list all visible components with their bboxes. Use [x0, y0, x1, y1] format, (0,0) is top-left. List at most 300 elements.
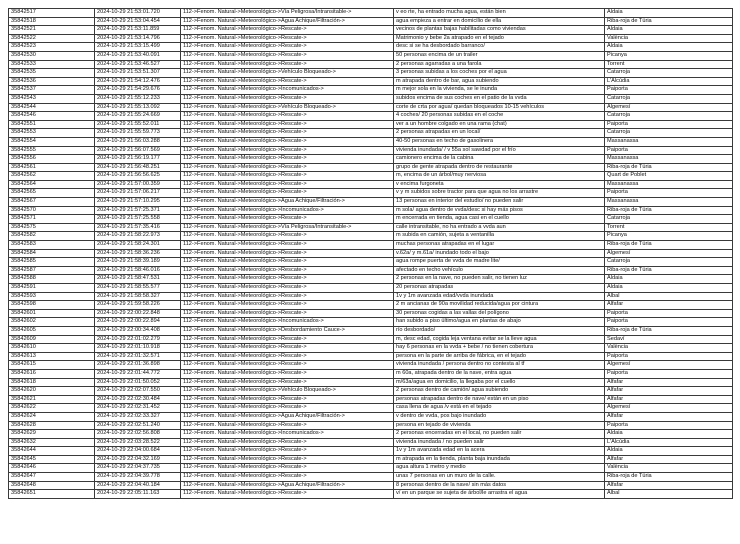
table-row [9, 120, 733, 129]
timestamp-cell: 2024-10-29 21:58:47.531 [95, 275, 181, 284]
timestamp-cell: 2024-10-29 22:02:07.550 [95, 387, 181, 396]
incident-id-cell: 35842644 [9, 447, 95, 456]
incident-id-cell: 35842517 [9, 9, 95, 18]
incident-type-cell: 112->Fenom. Natural->Meteorológico->Rescate-> [181, 215, 394, 224]
table-row [9, 266, 733, 275]
incident-id-cell: 35842646 [9, 464, 95, 473]
municipality-cell: Algemesí [605, 404, 733, 413]
description-cell: calle intransitable, no ha entrado a vvda aun [394, 223, 605, 232]
incident-id-cell: 35842564 [9, 180, 95, 189]
incident-type-cell: 112->Fenom. Natural->Meteorológico->Rescate-> [181, 172, 394, 181]
incident-id-cell: 35842628 [9, 421, 95, 430]
incident-id-cell: 35842620 [9, 387, 95, 396]
description-cell: v dentro de vvda, pos bajo inundado [394, 412, 605, 421]
description-cell: 8 personas dentro de la nave/ sin más datos [394, 481, 605, 490]
municipality-cell: Catarroja [605, 258, 733, 267]
incident-type-cell: 112->Fenom. Natural->Meteorológico->Rescate-> [181, 309, 394, 318]
timestamp-cell: 2024-10-29 21:58:36.236 [95, 249, 181, 258]
incident-id-cell: 35842570 [9, 206, 95, 215]
incident-type-cell: 112->Fenom. Natural->Meteorológico->Rescate-> [181, 258, 394, 267]
table-row [9, 112, 733, 121]
timestamp-cell: 2024-10-29 22:00:34.408 [95, 326, 181, 335]
incident-type-cell: 112->Fenom. Natural->Meteorológico->Incomunicados-> [181, 430, 394, 439]
description-cell: v encima furgoneta [394, 180, 605, 189]
incident-type-cell: 112->Fenom. Natural->Meteorológico->Vehículo Bloqueado-> [181, 103, 394, 112]
incident-log-body [9, 9, 733, 499]
timestamp-cell: 2024-10-29 21:55:13.092 [95, 103, 181, 112]
description-cell: 4 coches/ 20 personas subidas en el coche [394, 112, 605, 121]
incident-type-cell: 112->Fenom. Natural->Meteorológico->Rescate-> [181, 369, 394, 378]
incident-id-cell: 35842585 [9, 258, 95, 267]
description-cell: m, desc edad, cogida leja ventana evitar se la lleve agua [394, 335, 605, 344]
timestamp-cell: 2024-10-29 21:53:15.499 [95, 43, 181, 52]
incident-id-cell: 35842591 [9, 284, 95, 293]
description-cell: 20 personas atrapadas [394, 284, 605, 293]
description-cell: m 60a, atrapada dentro de la nave, entra agua [394, 369, 605, 378]
table-row [9, 215, 733, 224]
timestamp-cell: 2024-10-29 21:58:24.301 [95, 241, 181, 250]
description-cell: m encerrada en tienda, agua casi en el cuello [394, 215, 605, 224]
table-row [9, 464, 733, 473]
incident-id-cell: 35842562 [9, 172, 95, 181]
timestamp-cell: 2024-10-29 21:57:25.371 [95, 206, 181, 215]
description-cell: v y m subidos sobre tractor para que agua no los arrastre [394, 189, 605, 198]
table-row [9, 9, 733, 18]
table-row [9, 137, 733, 146]
incident-id-cell: 35842567 [9, 198, 95, 207]
incident-id-cell: 35842556 [9, 155, 95, 164]
incident-type-cell: 112->Fenom. Natural->Meteorológico->Rescate-> [181, 266, 394, 275]
table-row [9, 189, 733, 198]
incident-type-cell: 112->Fenom. Natural->Meteorológico->Rescate-> [181, 189, 394, 198]
description-cell: v.62a/ y m.61a/ inundado todo el bajo [394, 249, 605, 258]
incident-type-cell: 112->Fenom. Natural->Meteorológico->Agua Achique/Filtración-> [181, 17, 394, 26]
incident-id-cell: 35842609 [9, 335, 95, 344]
description-cell: v eo rte, ha entrado mucha agua, están bien [394, 9, 605, 18]
description-cell: 2 m ancianas de 90a movilidad reducida/agua por cintura [394, 301, 605, 310]
municipality-cell: Aldaia [605, 9, 733, 18]
municipality-cell: Algemesí [605, 249, 733, 258]
municipality-cell: València [605, 464, 733, 473]
incident-type-cell: 112->Fenom. Natural->Meteorológico->Rescate-> [181, 292, 394, 301]
incident-type-cell: 112->Fenom. Natural->Meteorológico->Vehículo Bloqueado-> [181, 69, 394, 78]
timestamp-cell: 2024-10-29 22:01:36.898 [95, 361, 181, 370]
table-row [9, 146, 733, 155]
incident-id-cell: 35842523 [9, 43, 95, 52]
municipality-cell: Albal [605, 490, 733, 499]
municipality-cell: Catarroja [605, 112, 733, 121]
incident-type-cell: 112->Fenom. Natural->Meteorológico->Rescate-> [181, 464, 394, 473]
table-row [9, 335, 733, 344]
timestamp-cell: 2024-10-29 21:59:58.226 [95, 301, 181, 310]
timestamp-cell: 2024-10-29 21:57:35.416 [95, 223, 181, 232]
incident-id-cell: 35842624 [9, 412, 95, 421]
table-row [9, 369, 733, 378]
municipality-cell: Catarroja [605, 69, 733, 78]
incident-id-cell: 35842555 [9, 146, 95, 155]
table-row [9, 198, 733, 207]
timestamp-cell: 2024-10-29 22:05:11.163 [95, 490, 181, 499]
table-row [9, 69, 733, 78]
table-row [9, 86, 733, 95]
incident-id-cell: 35842536 [9, 77, 95, 86]
table-row [9, 395, 733, 404]
incident-id-cell: 35842565 [9, 189, 95, 198]
table-row [9, 60, 733, 69]
municipality-cell: Aldaia [605, 26, 733, 35]
municipality-cell: Paiporta [605, 146, 733, 155]
description-cell: m mejor sola en la vivienda, se le inunda [394, 86, 605, 95]
description-cell: vivienda inundada/ / v 55a sol sawdad por el frío [394, 146, 605, 155]
table-row [9, 361, 733, 370]
table-row [9, 301, 733, 310]
municipality-cell: Albal [605, 292, 733, 301]
incident-id-cell: 35842598 [9, 301, 95, 310]
table-row [9, 284, 733, 293]
timestamp-cell: 2024-10-29 22:01:10.918 [95, 344, 181, 353]
description-cell: hay 6 personas en la vvda + bebe / no tienen cobertura [394, 344, 605, 353]
municipality-cell: Aldaia [605, 275, 733, 284]
municipality-cell: Picanya [605, 51, 733, 60]
timestamp-cell: 2024-10-29 21:56:19.177 [95, 155, 181, 164]
incident-id-cell: 35842605 [9, 326, 95, 335]
incident-id-cell: 35842648 [9, 481, 95, 490]
incident-id-cell: 35842613 [9, 352, 95, 361]
timestamp-cell: 2024-10-29 22:04:39.778 [95, 473, 181, 482]
description-cell: m sola/ agua dentro de vvda/desc si hay más pisos [394, 206, 605, 215]
description-cell: 2 personas en la nave, no pueden salir, no tienen luz [394, 275, 605, 284]
table-row [9, 275, 733, 284]
incident-type-cell: 112->Fenom. Natural->Meteorológico->Rescate-> [181, 34, 394, 43]
municipality-cell: Paiporta [605, 421, 733, 430]
description-cell: desc si se ha desbordado barranco/ [394, 43, 605, 52]
timestamp-cell: 2024-10-29 21:53:40.091 [95, 51, 181, 60]
incident-type-cell: 112->Fenom. Natural->Meteorológico->Rescate-> [181, 404, 394, 413]
municipality-cell: Algemesí [605, 103, 733, 112]
timestamp-cell: 2024-10-29 21:58:22.973 [95, 232, 181, 241]
incident-type-cell: 112->Fenom. Natural->Meteorológico->Rescate-> [181, 249, 394, 258]
description-cell: ver a un hombre colgado en una rama (chat) [394, 120, 605, 129]
description-cell: 2 personas encerradas en el local, no pueden salir [394, 430, 605, 439]
description-cell: 30 personas cogidas a las vallas del polígono [394, 309, 605, 318]
timestamp-cell: 2024-10-29 22:02:31.452 [95, 404, 181, 413]
incident-type-cell: 112->Fenom. Natural->Meteorológico->Rescate-> [181, 137, 394, 146]
table-row [9, 309, 733, 318]
description-cell: 2 personas agarradas a una farola [394, 60, 605, 69]
description-cell: han subido a piso último/agua en plantas de abajo [394, 318, 605, 327]
timestamp-cell: 2024-10-29 21:57:06.217 [95, 189, 181, 198]
description-cell: corte de crta por agua/ quedan bloqueados 10-15 vehículos [394, 103, 605, 112]
table-row [9, 94, 733, 103]
municipality-cell: Paiporta [605, 352, 733, 361]
incident-id-cell: 35842632 [9, 438, 95, 447]
municipality-cell: L'Alcúdia [605, 77, 733, 86]
timestamp-cell: 2024-10-29 21:53:01.720 [95, 9, 181, 18]
timestamp-cell: 2024-10-29 21:55:12.233 [95, 94, 181, 103]
incident-type-cell: 112->Fenom. Natural->Meteorológico->Rescate-> [181, 344, 394, 353]
incident-id-cell: 35842561 [9, 163, 95, 172]
timestamp-cell: 2024-10-29 21:58:46.016 [95, 266, 181, 275]
incident-type-cell: 112->Fenom. Natural->Meteorológico->Rescate-> [181, 43, 394, 52]
incident-id-cell: 35842615 [9, 361, 95, 370]
table-row [9, 206, 733, 215]
table-row [9, 232, 733, 241]
incident-type-cell: 112->Fenom. Natural->Meteorológico->Rescate-> [181, 378, 394, 387]
table-row [9, 180, 733, 189]
description-cell: vecinos de plantas bajas habilitadas como viviendas [394, 26, 605, 35]
timestamp-cell: 2024-10-29 21:54:12.476 [95, 77, 181, 86]
incident-id-cell: 35842522 [9, 34, 95, 43]
table-row [9, 430, 733, 439]
municipality-cell: Massanassa [605, 155, 733, 164]
incident-id-cell: 35842584 [9, 249, 95, 258]
timestamp-cell: 2024-10-29 22:00:22.848 [95, 309, 181, 318]
incident-id-cell: 35842537 [9, 86, 95, 95]
municipality-cell: Alfafar [605, 378, 733, 387]
incident-id-cell: 35842601 [9, 309, 95, 318]
incident-id-cell: 35842546 [9, 112, 95, 121]
description-cell: agua empieza a entrar en domicilio de ella [394, 17, 605, 26]
municipality-cell: València [605, 34, 733, 43]
incident-type-cell: 112->Fenom. Natural->Meteorológico->Rescate-> [181, 129, 394, 138]
description-cell: persona en la parte de arriba de fábrica, en el tejado [394, 352, 605, 361]
description-cell: 2 personas atrapadas en un local/ [394, 129, 605, 138]
table-row [9, 344, 733, 353]
municipality-cell: Paiporta [605, 318, 733, 327]
incident-id-cell: 35842582 [9, 232, 95, 241]
incident-log-table [8, 8, 733, 499]
incident-id-cell: 35842554 [9, 137, 95, 146]
timestamp-cell: 2024-10-29 22:00:22.894 [95, 318, 181, 327]
incident-id-cell: 35842610 [9, 344, 95, 353]
incident-id-cell: 35842647 [9, 473, 95, 482]
timestamp-cell: 2024-10-29 22:02:30.484 [95, 395, 181, 404]
incident-type-cell: 112->Fenom. Natural->Meteorológico->Rescate-> [181, 26, 394, 35]
description-cell: muchas personas atrapadas en el lugar [394, 241, 605, 250]
municipality-cell: Massanassa [605, 180, 733, 189]
timestamp-cell: 2024-10-29 21:57:00.359 [95, 180, 181, 189]
description-cell: unas 7 personas en un muro de la calle. [394, 473, 605, 482]
table-row [9, 447, 733, 456]
municipality-cell: Aldaia [605, 284, 733, 293]
incident-type-cell: 112->Fenom. Natural->Meteorológico->Rescate-> [181, 120, 394, 129]
municipality-cell: València [605, 344, 733, 353]
table-row [9, 438, 733, 447]
description-cell: 50 personas encima de un trailer [394, 51, 605, 60]
incident-type-cell: 112->Fenom. Natural->Meteorológico->Rescate-> [181, 60, 394, 69]
municipality-cell: Catarroja [605, 215, 733, 224]
description-cell: 2 personas dentro de camión/ agua subiendo [394, 387, 605, 396]
municipality-cell: Massanassa [605, 198, 733, 207]
description-cell: m subida en camión, sujeta a ventanilla [394, 232, 605, 241]
incident-type-cell: 112->Fenom. Natural->Meteorológico->Incomunicados-> [181, 206, 394, 215]
incident-type-cell: 112->Fenom. Natural->Meteorológico->Incomunicados-> [181, 318, 394, 327]
municipality-cell: Paiporta [605, 309, 733, 318]
table-row [9, 241, 733, 250]
municipality-cell: Alfafar [605, 455, 733, 464]
description-cell: casa llena de agua /v está en el tejado [394, 404, 605, 413]
municipality-cell: Alfafar [605, 395, 733, 404]
incident-type-cell: 112->Fenom. Natural->Meteorológico->Vehículo Bloqueado-> [181, 387, 394, 396]
incident-type-cell: 112->Fenom. Natural->Meteorológico->Vía Peligrosa/Intransitable-> [181, 9, 394, 18]
municipality-cell: Catarroja [605, 129, 733, 138]
description-cell: camionero encima de la cabina [394, 155, 605, 164]
incident-id-cell: 35842583 [9, 241, 95, 250]
description-cell: río desbordado/ [394, 326, 605, 335]
incident-type-cell: 112->Fenom. Natural->Meteorológico->Rescate-> [181, 352, 394, 361]
municipality-cell: Aldaia [605, 447, 733, 456]
description-cell: vivienda inundada / no pueden salir [394, 438, 605, 447]
description-cell: vivienda inundada / persona dentro no contesta al tf [394, 361, 605, 370]
incident-id-cell: 35842587 [9, 266, 95, 275]
description-cell: 1v y 1m avanzada edad/vvda inundada [394, 292, 605, 301]
table-row [9, 421, 733, 430]
description-cell: m atrapada en la tienda, planta baja inundada [394, 455, 605, 464]
incident-id-cell: 35842544 [9, 103, 95, 112]
incident-id-cell: 35842621 [9, 395, 95, 404]
municipality-cell: Riba-roja de Túria [605, 241, 733, 250]
municipality-cell: Algemesí [605, 361, 733, 370]
municipality-cell: L'Alcúdia [605, 438, 733, 447]
incident-id-cell: 35842629 [9, 430, 95, 439]
municipality-cell: Alfafar [605, 481, 733, 490]
timestamp-cell: 2024-10-29 21:53:51.307 [95, 69, 181, 78]
incident-type-cell: 112->Fenom. Natural->Meteorológico->Rescate-> [181, 77, 394, 86]
description-cell: 13 personas en interior del estudio/ no pueden salir [394, 198, 605, 207]
timestamp-cell: 2024-10-29 22:04:00.684 [95, 447, 181, 456]
incident-id-cell: 35842530 [9, 51, 95, 60]
description-cell: 3 personas subidas a los coches por el agua [394, 69, 605, 78]
table-row [9, 34, 733, 43]
timestamp-cell: 2024-10-29 21:56:03.288 [95, 137, 181, 146]
municipality-cell: Paiporta [605, 369, 733, 378]
description-cell: v/ en un parque se sujeta de árbol/le arrastra el agua [394, 490, 605, 499]
timestamp-cell: 2024-10-29 21:55:52.011 [95, 120, 181, 129]
description-cell: subidos encima de sus coches en el patio de la vvda [394, 94, 605, 103]
timestamp-cell: 2024-10-29 21:53:11.859 [95, 26, 181, 35]
municipality-cell: Riba-roja de Túria [605, 326, 733, 335]
incident-id-cell: 35842518 [9, 17, 95, 26]
description-cell: agua altura 1 metro y medio [394, 464, 605, 473]
description-cell: agua rompe puerta de vvda de madre lite/ [394, 258, 605, 267]
timestamp-cell: 2024-10-29 21:56:56.625 [95, 172, 181, 181]
incident-type-cell: 112->Fenom. Natural->Meteorológico->Rescate-> [181, 112, 394, 121]
incident-type-cell: 112->Fenom. Natural->Meteorológico->Agua Achique/Filtración-> [181, 198, 394, 207]
incident-type-cell: 112->Fenom. Natural->Meteorológico->Rescate-> [181, 232, 394, 241]
table-row [9, 378, 733, 387]
incident-type-cell: 112->Fenom. Natural->Meteorológico->Rescate-> [181, 180, 394, 189]
incident-type-cell: 112->Fenom. Natural->Meteorológico->Rescate-> [181, 146, 394, 155]
timestamp-cell: 2024-10-29 22:01:02.279 [95, 335, 181, 344]
municipality-cell: Riba-roja de Túria [605, 266, 733, 275]
municipality-cell: Riba-roja de Túria [605, 163, 733, 172]
incident-type-cell: 112->Fenom. Natural->Meteorológico->Agua Achique/Filtración-> [181, 412, 394, 421]
incident-id-cell: 35842543 [9, 94, 95, 103]
municipality-cell: Riba-roja de Túria [605, 17, 733, 26]
table-row [9, 51, 733, 60]
incident-type-cell: 112->Fenom. Natural->Meteorológico->Rescate-> [181, 395, 394, 404]
incident-type-cell: 112->Fenom. Natural->Meteorológico->Rescate-> [181, 335, 394, 344]
table-row [9, 17, 733, 26]
municipality-cell: Paiporta [605, 86, 733, 95]
timestamp-cell: 2024-10-29 21:55:24.669 [95, 112, 181, 121]
municipality-cell: Alfafar [605, 301, 733, 310]
timestamp-cell: 2024-10-29 22:04:40.184 [95, 481, 181, 490]
timestamp-cell: 2024-10-29 22:03:28.522 [95, 438, 181, 447]
table-row [9, 292, 733, 301]
incident-type-cell: 112->Fenom. Natural->Meteorológico->Rescate-> [181, 473, 394, 482]
incident-id-cell: 35842521 [9, 26, 95, 35]
table-row [9, 455, 733, 464]
incident-type-cell: 112->Fenom. Natural->Meteorológico->Desbordamiento Cauce-> [181, 326, 394, 335]
timestamp-cell: 2024-10-29 22:02:51.240 [95, 421, 181, 430]
timestamp-cell: 2024-10-29 22:02:56.808 [95, 430, 181, 439]
timestamp-cell: 2024-10-29 22:01:44.772 [95, 369, 181, 378]
table-row [9, 26, 733, 35]
table-row [9, 318, 733, 327]
table-row [9, 258, 733, 267]
incident-type-cell: 112->Fenom. Natural->Meteorológico->Rescate-> [181, 94, 394, 103]
incident-id-cell: 35842651 [9, 490, 95, 499]
description-cell: 40-50 personas en techo de gasolinera [394, 137, 605, 146]
table-row [9, 326, 733, 335]
timestamp-cell: 2024-10-29 22:04:32.169 [95, 455, 181, 464]
incident-id-cell: 35842618 [9, 378, 95, 387]
municipality-cell: Torrent [605, 223, 733, 232]
municipality-cell: Alfafar [605, 412, 733, 421]
table-row [9, 387, 733, 396]
table-row [9, 103, 733, 112]
timestamp-cell: 2024-10-29 21:58:58.327 [95, 292, 181, 301]
incident-id-cell: 35842602 [9, 318, 95, 327]
incident-type-cell: 112->Fenom. Natural->Meteorológico->Rescate-> [181, 275, 394, 284]
description-cell: Matrimonio y bebe 2a atrapado en el tejado [394, 34, 605, 43]
municipality-cell: Aldaia [605, 43, 733, 52]
table-row [9, 223, 733, 232]
timestamp-cell: 2024-10-29 22:02:33.327 [95, 412, 181, 421]
incident-type-cell: 112->Fenom. Natural->Meteorológico->Rescate-> [181, 301, 394, 310]
description-cell: 1v y 1m avanzada edad en la acera [394, 447, 605, 456]
table-row [9, 172, 733, 181]
municipality-cell: Paiporta [605, 189, 733, 198]
table-row [9, 412, 733, 421]
timestamp-cell: 2024-10-29 21:53:46.527 [95, 60, 181, 69]
table-row [9, 490, 733, 499]
table-row [9, 129, 733, 138]
incident-id-cell: 35842593 [9, 292, 95, 301]
incident-id-cell: 35842535 [9, 69, 95, 78]
incident-id-cell: 35842551 [9, 120, 95, 129]
incident-type-cell: 112->Fenom. Natural->Meteorológico->Rescate-> [181, 284, 394, 293]
timestamp-cell: 2024-10-29 21:57:10.295 [95, 198, 181, 207]
incident-type-cell: 112->Fenom. Natural->Meteorológico->Rescate-> [181, 438, 394, 447]
description-cell: m atrapada dentro de bar, agua subiendo [394, 77, 605, 86]
incident-type-cell: 112->Fenom. Natural->Meteorológico->Rescate-> [181, 447, 394, 456]
table-row [9, 481, 733, 490]
municipality-cell: Aldaia [605, 430, 733, 439]
incident-id-cell: 35842575 [9, 223, 95, 232]
municipality-cell: Sedaví [605, 335, 733, 344]
table-row [9, 155, 733, 164]
incident-id-cell: 35842553 [9, 129, 95, 138]
description-cell: m/63a/agua en domicilio, la llegaba por el cuello [394, 378, 605, 387]
incident-type-cell: 112->Fenom. Natural->Meteorológico->Vía Peligrosa/Intransitable-> [181, 223, 394, 232]
description-cell: grupo de gente atrapada dentro de restaurante [394, 163, 605, 172]
timestamp-cell: 2024-10-29 21:58:55.577 [95, 284, 181, 293]
municipality-cell: Catarroja [605, 94, 733, 103]
incident-id-cell: 35842622 [9, 404, 95, 413]
timestamp-cell: 2024-10-29 22:04:37.735 [95, 464, 181, 473]
